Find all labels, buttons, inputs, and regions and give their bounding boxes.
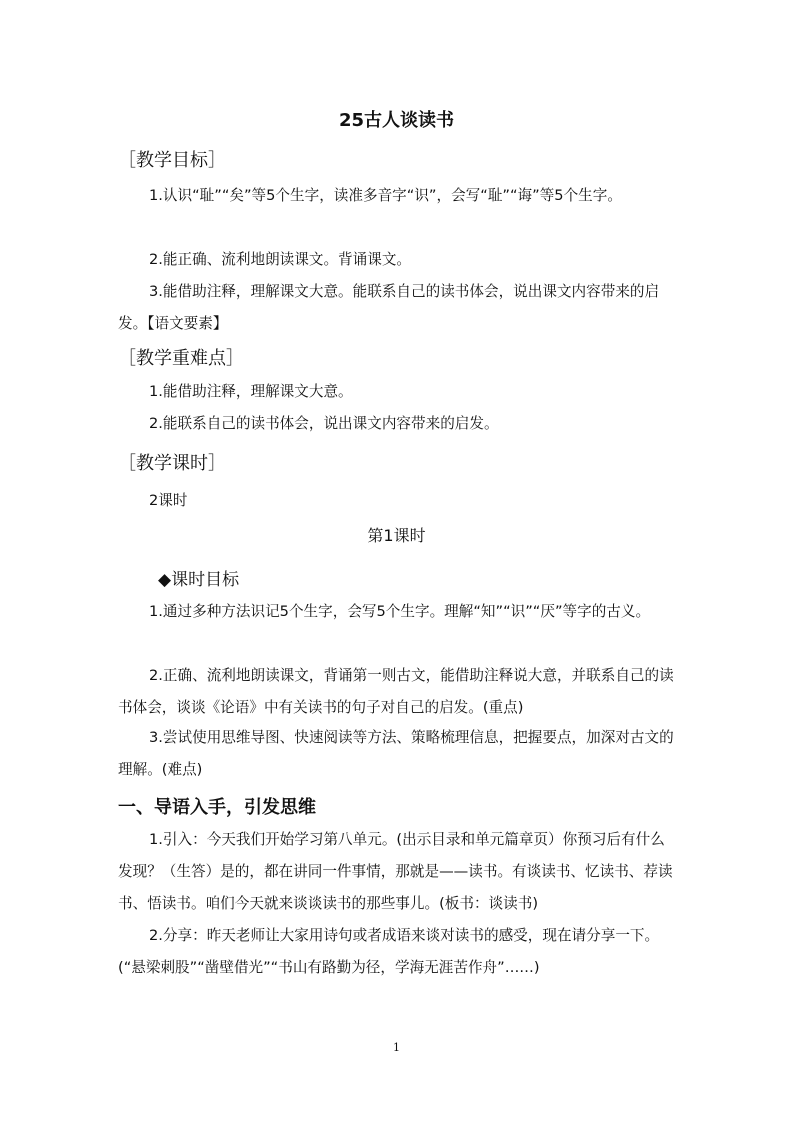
lesson1-title: 第1课时 [367, 526, 426, 545]
part1-item-2: 2.分享：昨天老师让大家用诗句或者成语来谈对读书的感受，现在请分享一下。(“悬梁刺股”“凿壁借光”“书山有路勤为径，学海无涯苦作舟”……) [118, 927, 660, 976]
lesson-goal-2: 2.正确、流利地朗读课文，背诵第一则古文，能借助注释说大意，并联系自己的读书体会，谈谈《论语》中有关读书的句子对自己的启发。(重点) [118, 667, 674, 716]
lesson-goal-1: 1.通过多种方法识记5个生字，会写5个生字。理解“知”“识”“厌”等字的古义。 [149, 603, 651, 620]
document-title: 25古人谈读书 [338, 110, 455, 131]
goal-item-1: 1.认识“耻”“矣”等5个生字，读准多音字“识”，会写“耻”“诲”等5个生字。 [149, 187, 622, 204]
goals-heading: ［教学目标］ [118, 150, 226, 171]
part1-heading: 一、导语入手，引发思维 [118, 797, 316, 818]
lesson-goals-heading: ◆课时目标 [158, 570, 240, 590]
periods-value: 2课时 [149, 492, 188, 509]
goal-item-2: 2.能正确、流利地朗读课文。背诵课文。 [149, 251, 412, 268]
key-points-heading: ［教学重难点］ [118, 348, 244, 369]
key-point-item-1: 1.能借助注释，理解课文大意。 [149, 383, 353, 400]
goal-item-3: 3.能借助注释，理解课文大意。能联系自己的读书体会，说出课文内容带来的启发。【语文要素】 [118, 283, 660, 332]
part1-item-1: 1.引入：今天我们开始学习第八单元。(出示目录和单元篇章页）你预习后有什么发现？（生答）是的，都在讲同一件事情，那就是——读书。有谈读书、忆读书、荐读书、悟读书。咱们今天就来谈谈读书的那些事儿。(板书：谈读书) [118, 831, 673, 912]
key-point-item-2: 2.能联系自己的读书体会，说出课文内容带来的启发。 [149, 415, 499, 432]
periods-heading: ［教学课时］ [118, 453, 226, 474]
page-number: 1 [393, 1041, 400, 1054]
lesson-goal-3: 3.尝试使用思维导图、快速阅读等方法、策略梳理信息，把握要点，加深对古文的理解。(难点) [118, 729, 674, 778]
